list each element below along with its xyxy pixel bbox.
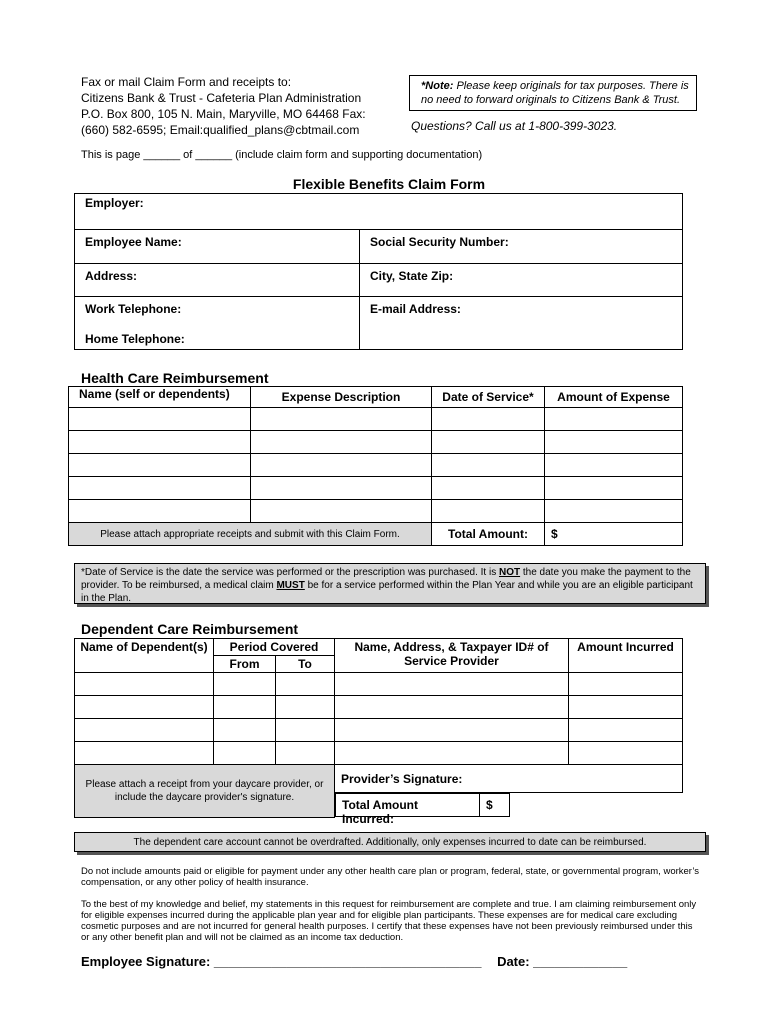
dc-attach-note: Please attach a receipt from your daycare provider, or include the daycare provider's signature. — [75, 765, 335, 818]
hc-cell[interactable] — [545, 454, 683, 477]
dependent-care-title: Dependent Care Reimbursement — [81, 621, 299, 637]
work-telephone-label: Work Telephone: — [85, 302, 182, 316]
provider-signature-field[interactable] — [335, 765, 683, 793]
dc-total-row — [335, 793, 683, 826]
hc-cell[interactable] — [432, 408, 545, 431]
date-of-service-footnote — [74, 563, 706, 604]
hc-cell[interactable] — [545, 431, 683, 454]
dc-cell[interactable] — [569, 719, 683, 742]
address-line-2: Citizens Bank & Trust - Cafeteria Plan Administration — [81, 91, 362, 105]
hc-cell[interactable] — [69, 408, 251, 431]
dc-col-to: To — [276, 656, 335, 673]
hc-col-name: Name (self or dependents) — [69, 387, 251, 408]
telephone-field[interactable] — [75, 297, 360, 350]
dc-col-amount: Amount Incurred — [569, 639, 683, 673]
dc-cell[interactable] — [335, 673, 569, 696]
table-row — [75, 719, 683, 742]
form-title: Flexible Benefits Claim Form — [292, 176, 486, 192]
table-row — [69, 500, 683, 523]
employee-name-field[interactable] — [75, 230, 360, 264]
dc-cell[interactable] — [569, 696, 683, 719]
mailing-address — [81, 74, 401, 138]
footnote-text: *Date of Service is the date the service was performed or the prescription was purchased. It is — [81, 567, 499, 578]
legal-paragraph-2: To the best of my knowledge and belief, my statements in this request for reimbursement are complete and true. I am claiming reimbursement only for eligible expenses incurred during the applicable plan year and for eligible plan participants. These expenses are for medical care excluding cosmetic purposes and are not incurred for general health purposes. I certify that these expenses have not been previously reimbursed under this or any other benefit plan and will not be claimed as an income tax deduction. — [81, 899, 697, 943]
health-care-title: Health Care Reimbursement — [81, 370, 269, 386]
dc-total-field[interactable] — [480, 793, 510, 817]
dc-col-from: From — [214, 656, 276, 673]
city-state-zip-label: City, State Zip: — [370, 269, 454, 283]
dc-cell[interactable] — [569, 742, 683, 765]
note-box — [409, 75, 697, 111]
legal-paragraph-1: Do not include amounts paid or eligible for payment under any other health care plan or program, federal, state, or governmental program, worker’s compensation, or any other policy of health insurance. — [81, 866, 700, 888]
dc-col-provider: Name, Address, & Taxpayer ID# of Service Provider — [335, 639, 569, 673]
address-field[interactable] — [75, 264, 360, 297]
dc-cell[interactable] — [569, 673, 683, 696]
hc-cell[interactable] — [251, 500, 432, 523]
hc-cell[interactable] — [69, 477, 251, 500]
dependent-care-table — [74, 638, 683, 826]
dc-cell[interactable] — [276, 719, 335, 742]
dc-cell[interactable] — [75, 673, 214, 696]
note-label: *Note: — [421, 80, 454, 92]
dc-cell[interactable] — [214, 719, 276, 742]
hc-cell[interactable] — [69, 431, 251, 454]
health-care-table — [68, 386, 683, 546]
hc-cell[interactable] — [432, 454, 545, 477]
ssn-label: Social Security Number: — [370, 235, 509, 249]
dc-cell[interactable] — [276, 742, 335, 765]
table-row — [69, 477, 683, 500]
hc-cell[interactable] — [545, 408, 683, 431]
table-row — [75, 742, 683, 765]
page-count-line: This is page ______ of ______ (include claim form and supporting documentation) — [81, 149, 483, 161]
employee-name-label: Employee Name: — [85, 235, 182, 249]
note-text: Please keep originals for tax purposes. There is no need to forward originals to Citizens Bank & Trust. — [421, 80, 689, 106]
overdraft-note: The dependent care account cannot be overdrafted. Additionally, only expenses incurred to date can be reimbursed. — [74, 832, 706, 852]
dc-total-label: Total Amount Incurred: — [335, 793, 480, 817]
dc-col-period: Period Covered — [214, 639, 335, 656]
currency-symbol: $ — [551, 527, 558, 541]
hc-cell[interactable] — [69, 500, 251, 523]
city-state-zip-field[interactable] — [360, 264, 683, 297]
currency-symbol: $ — [486, 798, 493, 812]
hc-cell[interactable] — [432, 500, 545, 523]
hc-total-label: Total Amount: — [432, 523, 545, 546]
table-row — [75, 696, 683, 719]
employee-signature-field[interactable]: Employee Signature: _____________________________________ — [81, 954, 482, 969]
employee-info-table — [74, 193, 683, 350]
dc-cell[interactable] — [276, 696, 335, 719]
footnote-text: be for a service performed within the Plan Year and while you are an eligible participant in the Plan. — [81, 580, 693, 604]
provider-signature-label: Provider’s Signature: — [341, 771, 463, 786]
table-row — [75, 673, 683, 696]
home-telephone-label: Home Telephone: — [85, 332, 185, 346]
dc-cell[interactable] — [75, 696, 214, 719]
email-field[interactable] — [360, 297, 683, 350]
hc-cell[interactable] — [69, 454, 251, 477]
hc-cell[interactable] — [251, 408, 432, 431]
dc-cell[interactable] — [335, 696, 569, 719]
table-row — [69, 431, 683, 454]
table-row — [69, 408, 683, 431]
dc-cell[interactable] — [214, 673, 276, 696]
email-label: E-mail Address: — [370, 302, 461, 316]
address-line-1: Fax or mail Claim Form and receipts to: — [81, 75, 292, 89]
table-row — [69, 454, 683, 477]
hc-col-description: Expense Description — [251, 387, 432, 408]
footnote-emphasis-must: MUST — [276, 580, 305, 591]
date-field[interactable]: Date: _____________ — [497, 954, 628, 969]
hc-cell[interactable] — [251, 454, 432, 477]
dc-cell[interactable] — [75, 742, 214, 765]
hc-col-date: Date of Service* — [432, 387, 545, 408]
hc-col-amount: Amount of Expense — [545, 387, 683, 408]
dc-cell[interactable] — [75, 719, 214, 742]
dc-cell[interactable] — [335, 742, 569, 765]
hc-attach-note: Please attach appropriate receipts and submit with this Claim Form. — [69, 523, 432, 546]
questions-line: Questions? Call us at 1-800-399-3023. — [411, 119, 618, 133]
hc-cell[interactable] — [251, 431, 432, 454]
employer-label: Employer: — [85, 196, 144, 210]
hc-cell[interactable] — [251, 477, 432, 500]
dc-cell[interactable] — [214, 742, 276, 765]
hc-cell[interactable] — [545, 477, 683, 500]
ssn-field[interactable] — [360, 230, 683, 264]
footnote-text: the date you make the payment to the provider. To be reimbursed, a medical claim — [81, 567, 691, 591]
address-line-4: (660) 582-6595; Email:qualified_plans@cbtmail.com — [81, 123, 360, 137]
footnote-emphasis-not: NOT — [498, 567, 521, 578]
hc-total-field[interactable] — [545, 523, 683, 546]
address-label: Address: — [85, 269, 138, 283]
address-line-3: P.O. Box 800, 105 N. Main, Maryville, MO 64468 Fax: — [81, 107, 366, 121]
hc-cell[interactable] — [432, 431, 545, 454]
signature-line — [81, 954, 627, 969]
employer-field[interactable] — [75, 194, 683, 230]
dc-cell[interactable] — [276, 673, 335, 696]
dc-cell[interactable] — [214, 696, 276, 719]
hc-cell[interactable] — [545, 500, 683, 523]
dc-col-name: Name of Dependent(s) — [75, 639, 214, 673]
hc-cell[interactable] — [432, 477, 545, 500]
dc-cell[interactable] — [335, 719, 569, 742]
